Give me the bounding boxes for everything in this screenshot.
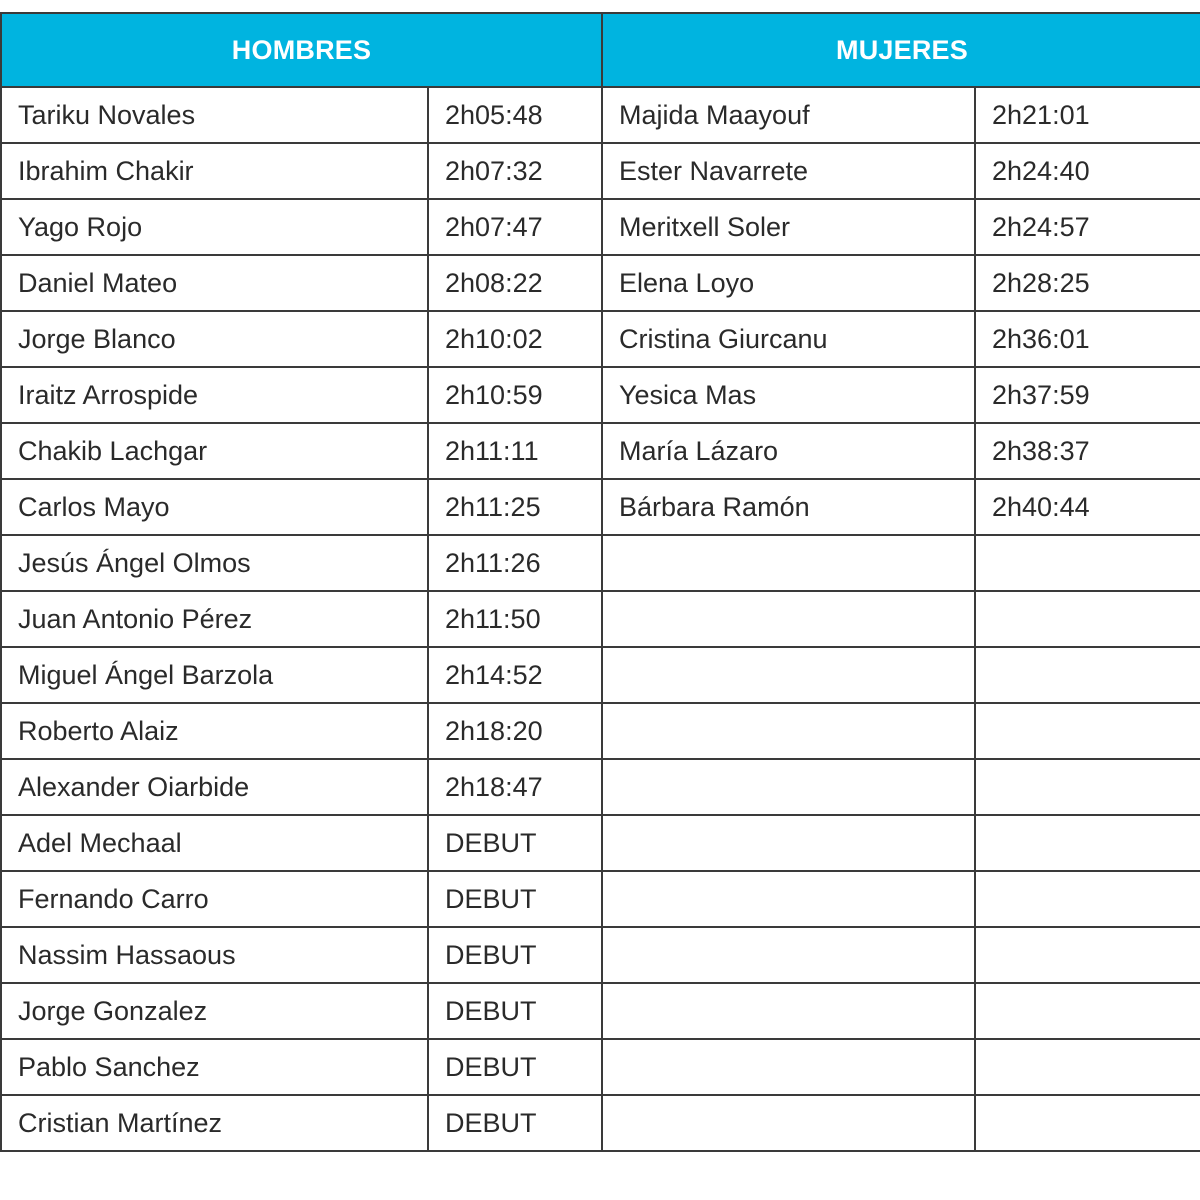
- women-name-cell: [602, 815, 975, 871]
- women-time-cell: 2h38:37: [975, 423, 1200, 479]
- men-name-cell: Iraitz Arrospide: [1, 367, 428, 423]
- women-name-cell: Meritxell Soler: [602, 199, 975, 255]
- table-row: [1, 815, 1200, 871]
- table-row: [1, 143, 1200, 199]
- men-name-cell: Jorge Blanco: [1, 311, 428, 367]
- table-row: [1, 367, 1200, 423]
- table-row: [1, 311, 1200, 367]
- women-header: MUJERES: [602, 13, 1200, 87]
- women-name-cell: María Lázaro: [602, 423, 975, 479]
- table-row: [1, 255, 1200, 311]
- women-name-cell: Majida Maayouf: [602, 87, 975, 143]
- women-time-cell: [975, 759, 1200, 815]
- men-name-cell: Fernando Carro: [1, 871, 428, 927]
- women-time-cell: [975, 591, 1200, 647]
- men-name-cell: Chakib Lachgar: [1, 423, 428, 479]
- men-time-cell: 2h18:20: [428, 703, 602, 759]
- women-name-cell: [602, 927, 975, 983]
- women-time-cell: [975, 1095, 1200, 1151]
- table-row: [1, 535, 1200, 591]
- men-time-cell: DEBUT: [428, 1095, 602, 1151]
- women-name-cell: [602, 1095, 975, 1151]
- men-name-cell: Roberto Alaiz: [1, 703, 428, 759]
- table-row: [1, 87, 1200, 143]
- men-name-cell: Pablo Sanchez: [1, 1039, 428, 1095]
- results-body: [1, 87, 1200, 1151]
- men-time-cell: 2h18:47: [428, 759, 602, 815]
- table-row: [1, 479, 1200, 535]
- men-time-cell: DEBUT: [428, 815, 602, 871]
- table-row: [1, 871, 1200, 927]
- women-name-cell: Ester Navarrete: [602, 143, 975, 199]
- women-time-cell: [975, 1039, 1200, 1095]
- men-name-cell: Cristian Martínez: [1, 1095, 428, 1151]
- men-time-cell: 2h08:22: [428, 255, 602, 311]
- women-time-cell: [975, 871, 1200, 927]
- men-name-cell: Alexander Oiarbide: [1, 759, 428, 815]
- women-time-cell: 2h36:01: [975, 311, 1200, 367]
- women-time-cell: 2h21:01: [975, 87, 1200, 143]
- men-time-cell: 2h11:11: [428, 423, 602, 479]
- men-time-cell: DEBUT: [428, 983, 602, 1039]
- women-name-cell: [602, 1039, 975, 1095]
- table-row: [1, 591, 1200, 647]
- men-time-cell: 2h11:26: [428, 535, 602, 591]
- men-name-cell: Yago Rojo: [1, 199, 428, 255]
- women-time-cell: 2h37:59: [975, 367, 1200, 423]
- women-time-cell: [975, 535, 1200, 591]
- men-time-cell: 2h11:25: [428, 479, 602, 535]
- table-row: [1, 759, 1200, 815]
- table-row: [1, 647, 1200, 703]
- table-row: [1, 423, 1200, 479]
- women-name-cell: [602, 759, 975, 815]
- women-name-cell: [602, 983, 975, 1039]
- men-name-cell: Adel Mechaal: [1, 815, 428, 871]
- men-time-cell: DEBUT: [428, 927, 602, 983]
- women-time-cell: 2h24:40: [975, 143, 1200, 199]
- table-row: [1, 703, 1200, 759]
- women-name-cell: Yesica Mas: [602, 367, 975, 423]
- men-time-cell: 2h14:52: [428, 647, 602, 703]
- table-row: [1, 983, 1200, 1039]
- women-time-cell: [975, 647, 1200, 703]
- men-time-cell: 2h07:47: [428, 199, 602, 255]
- women-name-cell: [602, 647, 975, 703]
- results-table: [0, 12, 1200, 1152]
- women-name-cell: Elena Loyo: [602, 255, 975, 311]
- women-name-cell: [602, 703, 975, 759]
- men-name-cell: Juan Antonio Pérez: [1, 591, 428, 647]
- table-row: [1, 1095, 1200, 1151]
- men-name-cell: Nassim Hassaous: [1, 927, 428, 983]
- men-time-cell: 2h05:48: [428, 87, 602, 143]
- men-time-cell: DEBUT: [428, 871, 602, 927]
- men-name-cell: Carlos Mayo: [1, 479, 428, 535]
- women-name-cell: [602, 591, 975, 647]
- women-name-cell: [602, 535, 975, 591]
- table-row: [1, 1039, 1200, 1095]
- women-time-cell: 2h40:44: [975, 479, 1200, 535]
- women-time-cell: [975, 703, 1200, 759]
- women-time-cell: [975, 927, 1200, 983]
- header-row: [1, 13, 1200, 87]
- men-name-cell: Jesús Ángel Olmos: [1, 535, 428, 591]
- men-name-cell: Tariku Novales: [1, 87, 428, 143]
- women-time-cell: 2h24:57: [975, 199, 1200, 255]
- women-time-cell: [975, 815, 1200, 871]
- men-header: HOMBRES: [1, 13, 602, 87]
- men-time-cell: 2h10:59: [428, 367, 602, 423]
- men-time-cell: 2h11:50: [428, 591, 602, 647]
- men-time-cell: 2h07:32: [428, 143, 602, 199]
- men-name-cell: Jorge Gonzalez: [1, 983, 428, 1039]
- women-name-cell: [602, 871, 975, 927]
- men-name-cell: Miguel Ángel Barzola: [1, 647, 428, 703]
- men-time-cell: 2h10:02: [428, 311, 602, 367]
- table-row: [1, 927, 1200, 983]
- women-time-cell: 2h28:25: [975, 255, 1200, 311]
- men-name-cell: Daniel Mateo: [1, 255, 428, 311]
- women-time-cell: [975, 983, 1200, 1039]
- men-time-cell: DEBUT: [428, 1039, 602, 1095]
- men-name-cell: Ibrahim Chakir: [1, 143, 428, 199]
- women-name-cell: Cristina Giurcanu: [602, 311, 975, 367]
- table-row: [1, 199, 1200, 255]
- women-name-cell: Bárbara Ramón: [602, 479, 975, 535]
